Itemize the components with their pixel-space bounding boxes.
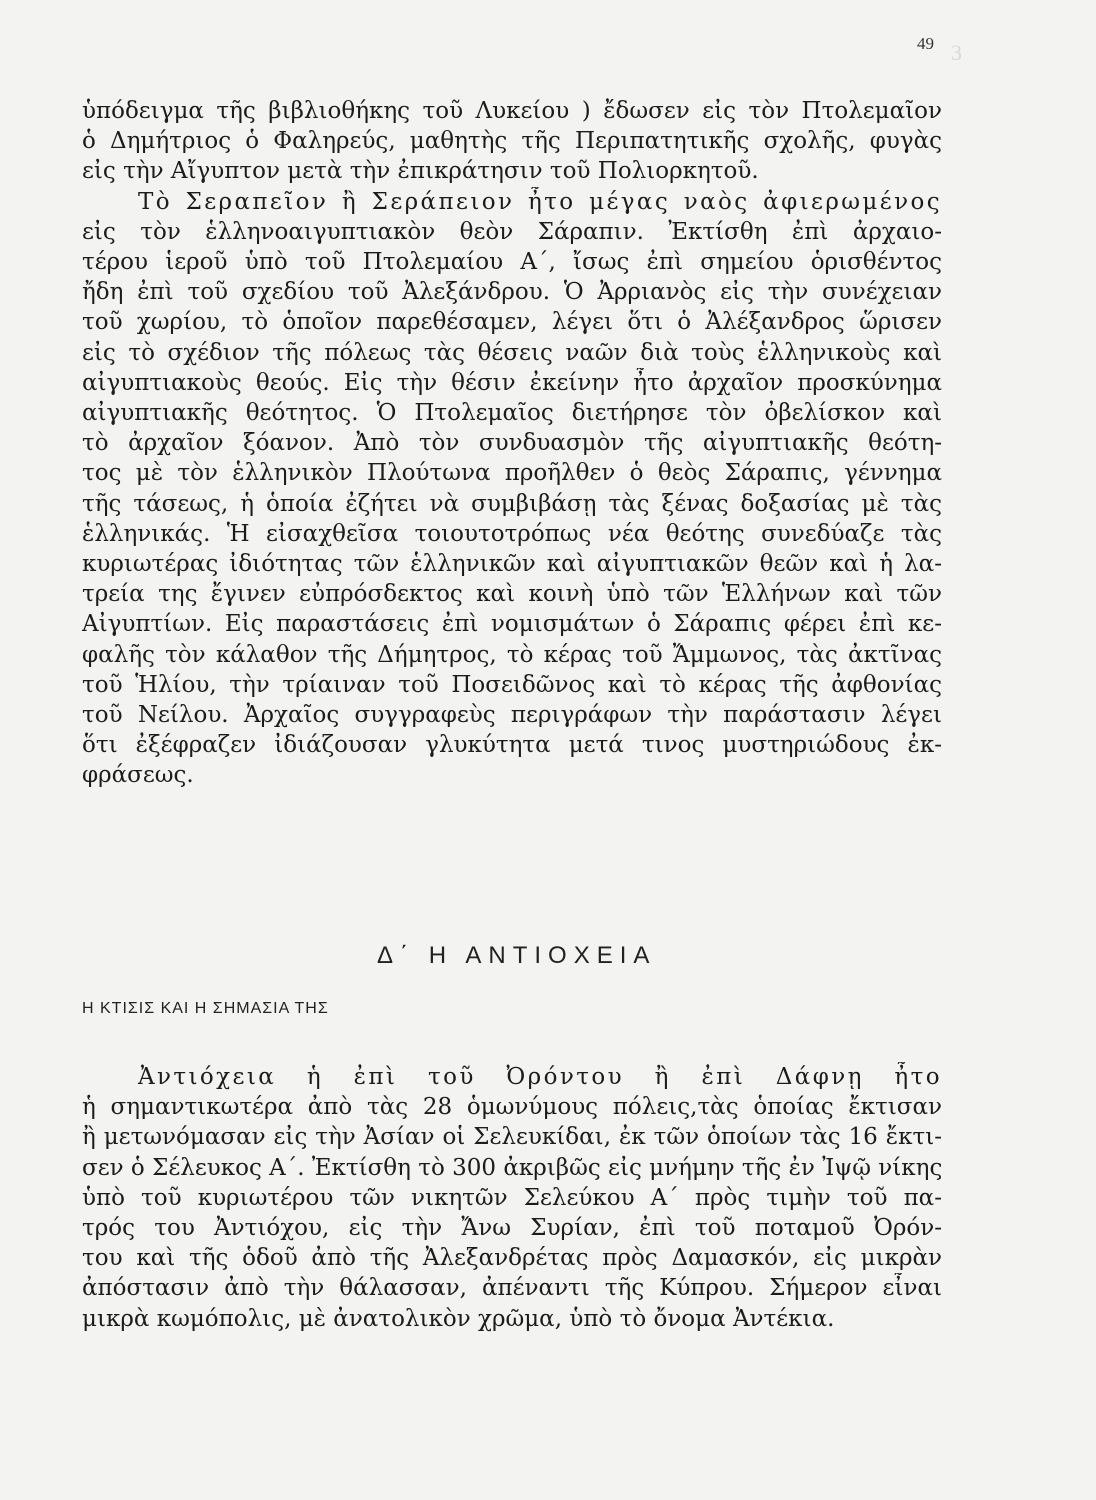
text-line: εἰς τὸ σχέδιον τῆς πόλεως τὰς θέσεις ναῶν διὰ τοὺς ἑλληνικοὺς καὶ (82, 339, 942, 366)
text-line: ἑλληνικάς. Ἡ εἰσαχθεῖσα τοιουτοτρόπως νέα θεότης συνεδύαζε τὰς (82, 520, 942, 547)
text-line: τέρου ἱεροῦ ὑπὸ τοῦ Πτολεμαίου Α΄, ἴσως ἐπὶ σημείου ὁρισθέντος (82, 249, 942, 276)
text-line: ἤδη ἐπὶ τοῦ σχεδίου τοῦ Ἀλεξάνδρου. Ὁ Ἀρριανὸς εἰς τὴν συνέχειαν (82, 279, 942, 306)
text-line: ὁ Δημήτριος ὁ Φαληρεύς, μαθητὴς τῆς Περιπατητικῆς σχολῆς, φυγὰς (82, 128, 942, 155)
text-line: εἰς τὸν ἑλληνοαιγυπτιακὸν θεὸν Σάραπιν. Ἐκτίσθη ἐπὶ ἀρχαιο- (82, 218, 942, 245)
text-line: ὑπὸ τοῦ κυριωτέρου τῶν νικητῶν Σελεύκου Α΄ πρὸς τιμὴν τοῦ πα- (82, 1184, 942, 1211)
text-line: τῆς τάσεως, ἡ ὁποία ἐζήτει νὰ συμβιβάσῃ τὰς ξένας δοξασίας μὲ τὰς (82, 490, 942, 517)
text-line: τοῦ Ἡλίου, τὴν τρίαιναν τοῦ Ποσειδῶνος καὶ τὸ κέρας τῆς ἀφθονίας (82, 671, 942, 698)
text-line: του καὶ τῆς ὁδοῦ ἀπὸ τῆς Ἀλεξανδρέτας πρὸς Δαμασκόν, εἰς μικρὰν (82, 1245, 942, 1272)
text-line: αἰγυπτιακῆς θεότητος. Ὁ Πτολεμαῖος διετήρησε τὸν ὀβελίσκον καὶ (82, 400, 942, 427)
text-line: αἰγυπτιακοὺς θεούς. Εἰς τὴν θέσιν ἐκείνην ἦτο ἀρχαῖον προσκύνημα (82, 369, 942, 396)
text-line: Αἰγυπτίων. Εἰς παραστάσεις ἐπὶ νομισμάτων ὁ Σάραπις φέρει ἐπὶ κε- (82, 611, 942, 638)
text-line: Ἀντιόχεια ἡ ἐπὶ τοῦ Ὀρόντου ἢ ἐπὶ Δάφνῃ ἦτο (138, 1064, 942, 1090)
text-line: τος μὲ τὸν ἑλληνικὸν Πλούτωνα προῆλθεν ὁ θεὸς Σάραπις, γέννημα (82, 460, 942, 487)
text-line: ἡ σημαντικωτέρα ἀπὸ τὰς 28 ὁμωνύμους πόλεις,τὰς ὁποίας ἔκτισαν (82, 1094, 942, 1121)
text-line: ὅτι ἐξέφραζεν ἰδιάζουσαν γλυκύτητα μετά τινος μυστηριώδους ἐκ- (82, 732, 942, 759)
subsection-title: Η ΚΤΙΣΙΣ ΚΑΙ Η ΣΗΜΑΣΙΑ ΤΗΣ (82, 1000, 329, 1017)
paragraph-serapeum (82, 96, 942, 791)
text-line: τὸ ἀρχαῖον ξόανον. Ἀπὸ τὸν συνδυασμὸν τῆς αἰγυπτιακῆς θεότη- (82, 430, 942, 457)
text-line: ἢ μετωνόμασαν εἰς τὴν Ἀσίαν οἱ Σελευκίδαι, ἐκ τῶν ὁποίων τὰς 16 ἔκτι- (82, 1124, 942, 1151)
paragraph-antioch (82, 1062, 942, 1334)
text-line: τρός του Ἀντιόχου, εἰς τὴν Ἄνω Συρίαν, ἐπὶ τοῦ ποταμοῦ Ὀρόν- (82, 1215, 942, 1242)
text-line: μικρὰ κωμόπολις, μὲ ἀνατολικὸν χρῶμα, ὑπὸ τὸ ὄνομα Ἀντέκια. (82, 1305, 835, 1332)
section-title: Δ΄ Η ΑΝΤΙΟΧΕΙΑ (377, 942, 657, 969)
text-line: σεν ὁ Σέλευκος Α΄. Ἐκτίσθη τὸ 300 ἀκριβῶς εἰς μνήμην τῆς ἐν Ἰψῷ νίκης (82, 1154, 942, 1181)
text-line: τοῦ χωρίου, τὸ ὁποῖον παρεθέσαμεν, λέγει ὅτι ὁ Ἀλέξανδρος ὥρισεν (82, 309, 942, 336)
text-line: εἰς τὴν Αἴγυπτον μετὰ τὴν ἐπικράτησιν τοῦ Πολιορκητοῦ. (82, 158, 759, 185)
text-line: κυριωτέρας ἰδιότητας τῶν ἑλληνικῶν καὶ αἰγυπτιακῶν θεῶν καὶ ἡ λα- (82, 551, 942, 578)
text-line: τοῦ Νείλου. Ἀρχαῖος συγγραφεὺς περιγράφων τὴν παράστασιν λέγει (82, 702, 942, 729)
text-line: τρεία της ἔγινεν εὐπρόσδεκτος καὶ κοινὴ ὑπὸ τῶν Ἑλλήνων καὶ τῶν (82, 581, 942, 608)
text-line: φαλῆς τὸν κάλαθον τῆς Δήμητρος, τὸ κέρας τοῦ Ἄμμωνος, τὰς ἀκτῖνας (82, 641, 942, 668)
text-line: φράσεως. (82, 762, 194, 789)
text-line: ἀπόστασιν ἀπὸ τὴν θάλασσαν, ἀπέναντι τῆς Κύπρου. Σήμερον εἶναι (82, 1275, 942, 1302)
page-number: 49 (917, 34, 934, 53)
text-line: Τὸ Σεραπεῖον ἢ Σεράπειον ἦτο μέγας ναὸς ἀφιερωμένος (138, 188, 942, 215)
text-line: ὑπόδειγμα τῆς βιβλιοθήκης τοῦ Λυκείου ) ἔδωσεν εἰς τὸν Πτολεμαῖον (82, 98, 942, 124)
bleed-through-mark: 3 (951, 40, 962, 65)
